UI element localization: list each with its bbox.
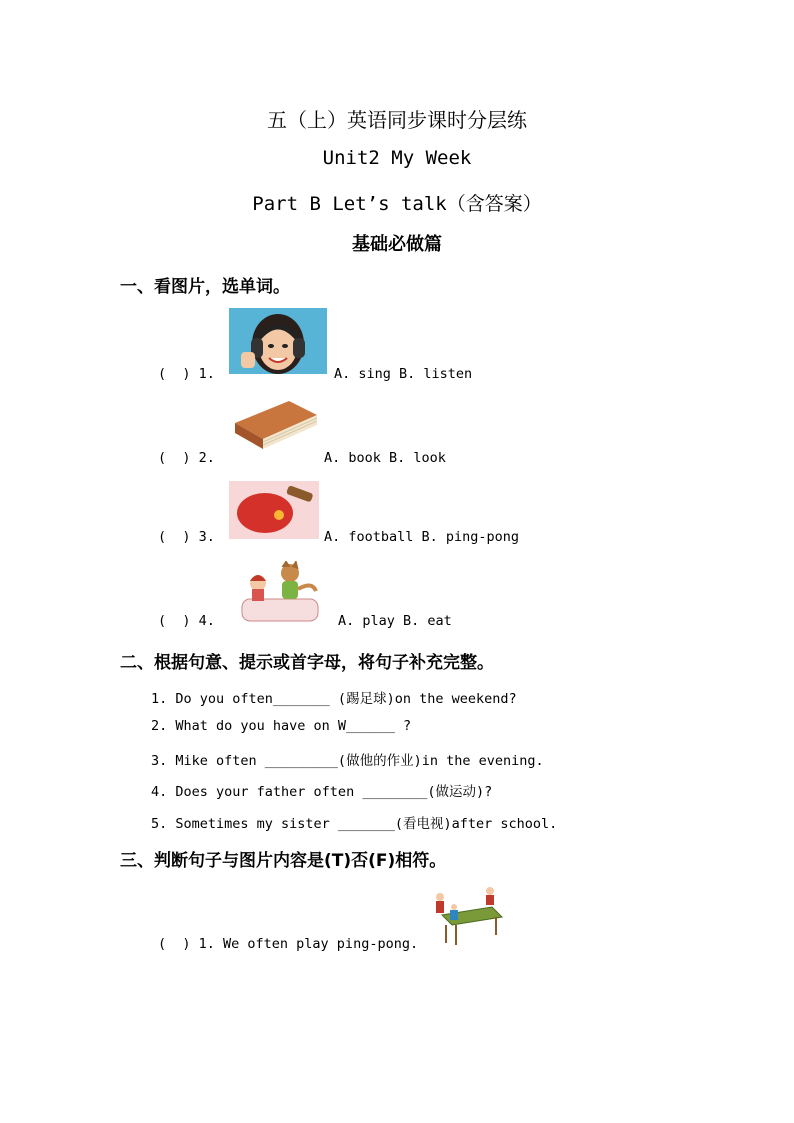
s1-item-3-options: A. football B. ping-pong (324, 529, 520, 545)
s1-item-2-options: A. book B. look (324, 450, 446, 466)
girl-with-headphones-image (229, 308, 327, 374)
s2-item-4: 4. Does your father often ________(做运动)? (151, 784, 493, 800)
s1-item-2-number: ( ) 2. (158, 450, 215, 466)
s1-item-1-options: A. sing B. listen (334, 366, 473, 382)
s2-item-3: 3. Mike often _________(做他的作业)in the evening. (151, 753, 544, 769)
ping-pong-players-image (432, 885, 504, 947)
unit-title: Unit2 My Week (322, 147, 472, 169)
level-title: 基础必做篇 (352, 234, 442, 255)
s1-item-3-number: ( ) 3. (158, 529, 215, 545)
part-title (0, 189, 794, 216)
part-title-prefix: Part B Let’s talk (252, 193, 447, 215)
s1-item-4-options: A. play B. eat (338, 613, 452, 629)
section-1-heading: 一、看图片，选单词。 (120, 277, 290, 297)
s1-item-4-number: ( ) 4. (158, 613, 215, 629)
book-image (229, 393, 321, 455)
section-2-heading: 二、根据句意、提示或首字母，将句子补充完整。 (120, 653, 494, 673)
part-title-suffix: （含答案） (446, 193, 542, 215)
s2-item-5: 5. Sometimes my sister _______(看电视)after school. (151, 816, 558, 832)
cartoon-characters-image (236, 561, 322, 623)
s2-item-1: 1. Do you often_______ (踢足球)on the weekend? (151, 691, 517, 707)
ping-pong-paddle-image (229, 481, 319, 539)
section-3-heading: 三、判断句子与图片内容是(T)否(F)相符。 (120, 851, 447, 871)
page-title: 五（上）英语同步课时分层练 (267, 108, 527, 132)
s3-item-1: ( ) 1. We often play ping-pong. (158, 936, 419, 952)
s2-item-2: 2. What do you have on W______ ? (151, 718, 412, 734)
s1-item-1-number: ( ) 1. (158, 366, 215, 382)
